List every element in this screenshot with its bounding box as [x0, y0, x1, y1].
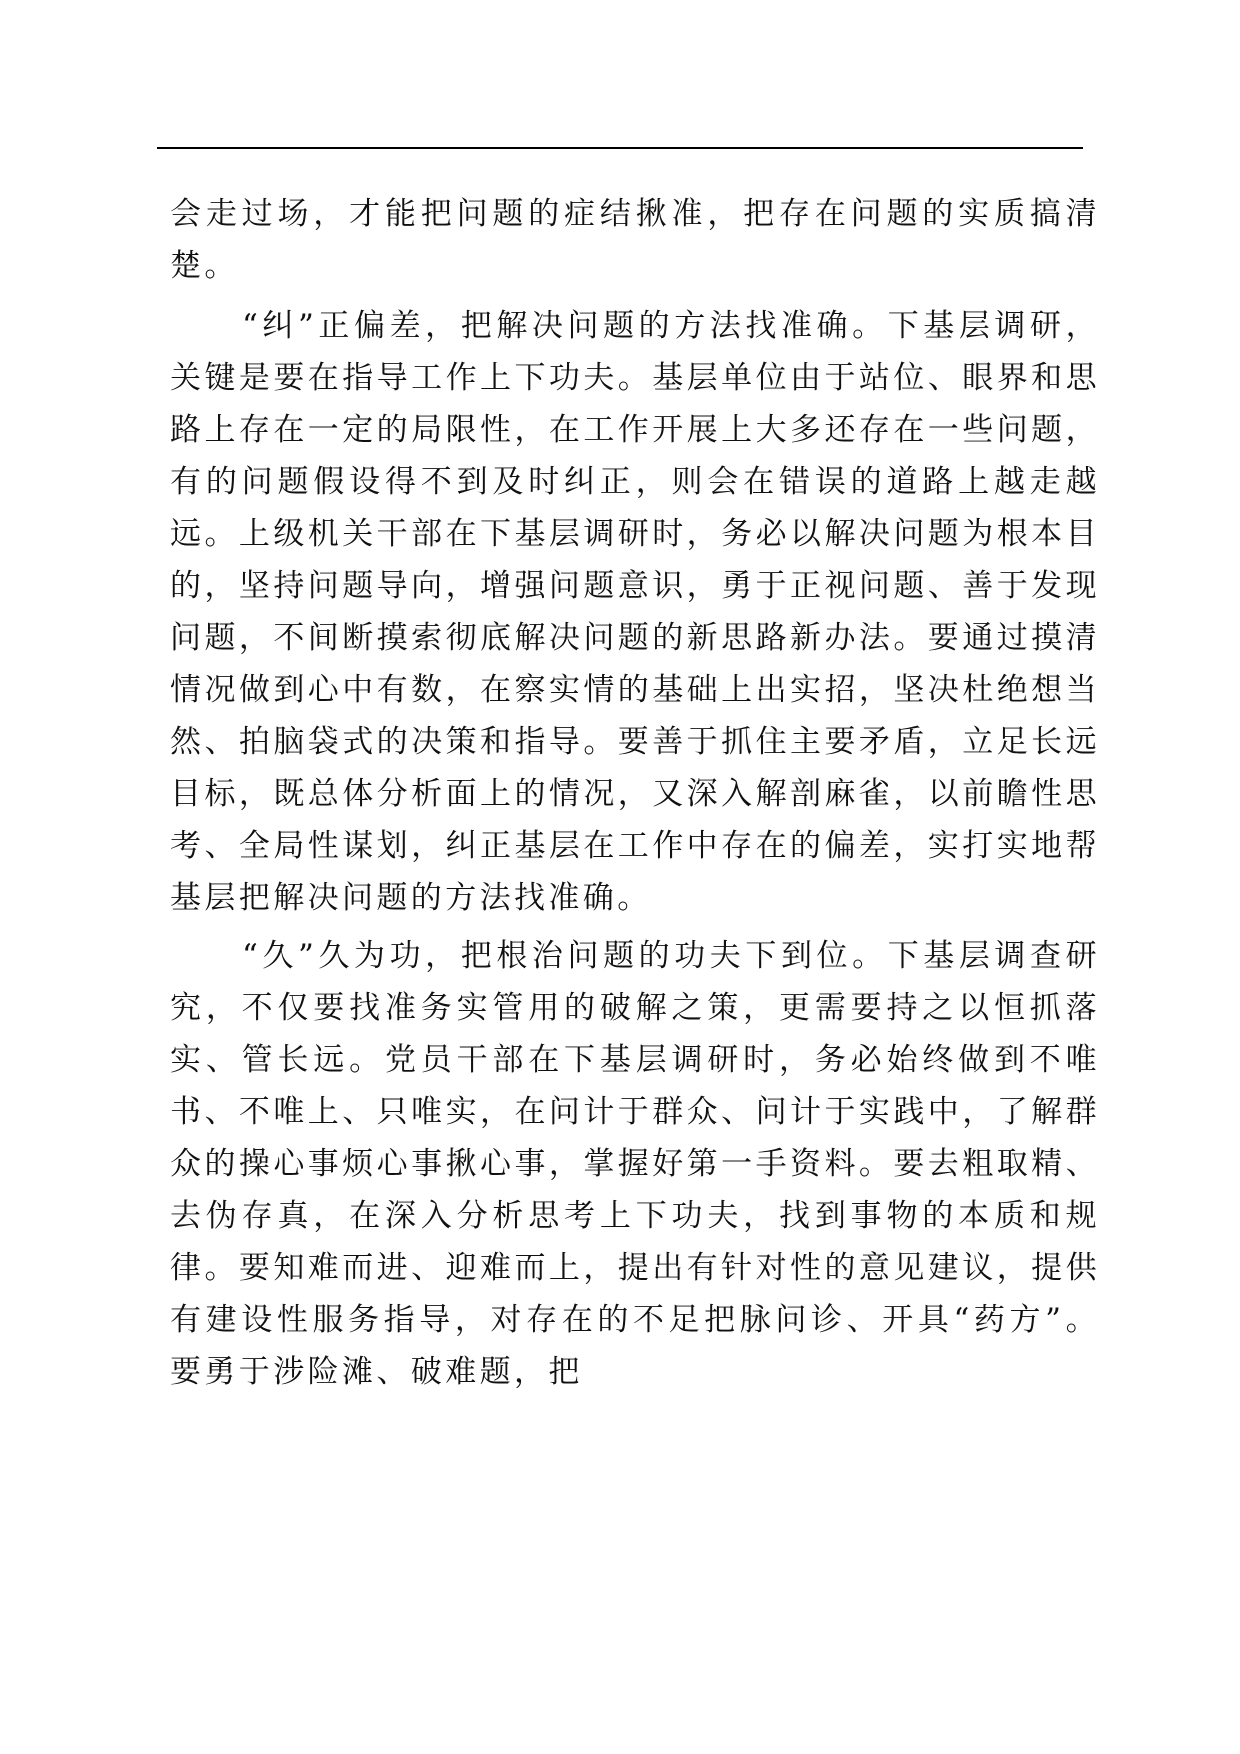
paragraph-continuation: 会走过场，才能把问题的症结揪准，把存在问题的实质搞清楚。: [170, 196, 1100, 284]
paragraph-correct-deviation: “纠”正偏差，把解决问题的方法找准确。下基层调研，关键是要在指导工作上下功夫。基层单位由于站位、眼界和思路上存在一定的局限性，在工作开展上大多还存在一些问题，有的问题假设得不到及时纠正，则会在错误的道路上越走越远。上级机关干部在下基层调研时，务必以解决问题为根本目的，坚持问题导向，增强问题意识，勇于正视问题、善于发现问题，不间断摸索彻底解决问题的新思路新办法。要通过摸清情况做到心中有数，在察实情的基础上出实招，坚决杜绝想当然、拍脑袋式的决策和指导。要善于抓住主要矛盾，立足长远目标，既总体分析面上的情况，又深入解剖麻雀，以前瞻性思考、全局性谋划，纠正基层在工作中存在的偏差，实打实地帮基层把解决问题的方法找准确。: [170, 308, 1100, 916]
paragraph-persistent-effort: “久”久为功，把根治问题的功夫下到位。下基层调查研究，不仅要找准务实管用的破解之策，更需要持之以恒抓落实、管长远。党员干部在下基层调研时，务必始终做到不唯书、不唯上、只唯实，在问计于群众、问计于实践中，了解群众的操心事烦心事揪心事，掌握好第一手资料。要去粗取精、去伪存真，在深入分析思考上下功夫，找到事物的本质和规律。要知难而进、迎难而上，提出有针对性的意见建议，提供有建设性服务指导，对存在的不足把脉问诊、开具“药方”。要勇于涉险滩、破难题，把: [170, 938, 1100, 1390]
header-rule: [157, 147, 1083, 149]
document-body: [170, 188, 1100, 1398]
